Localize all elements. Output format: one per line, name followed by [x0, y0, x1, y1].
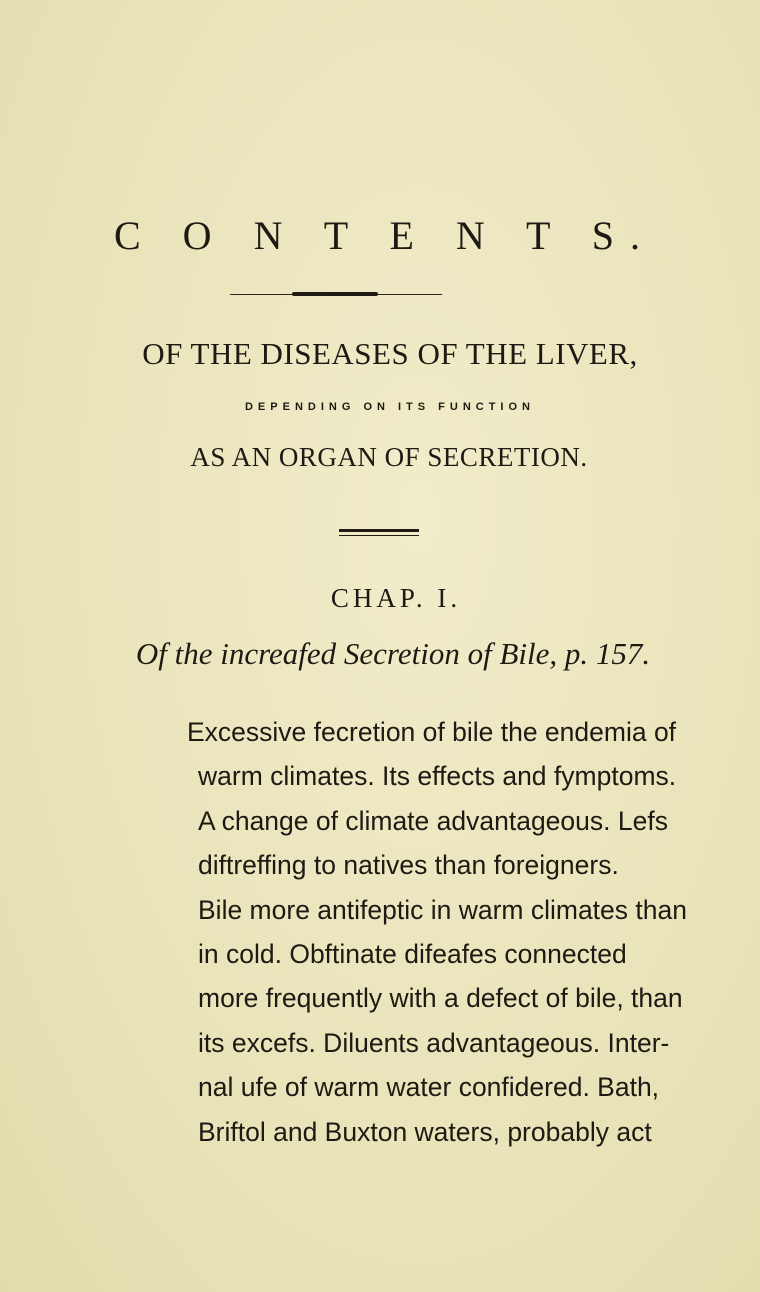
subtitle-small: DEPENDING ON ITS FUNCTION	[244, 401, 535, 413]
subtitle-large: AS AN ORGAN OF SECRETION.	[190, 442, 588, 472]
double-rule-divider	[339, 529, 419, 538]
body-line: its excefs. Diluents advantageous. Inter-	[198, 1027, 670, 1058]
ornamental-rule	[230, 293, 442, 296]
section-title: OF THE DISEASES OF THE LIVER,	[142, 336, 638, 371]
body-line: A change of climate advantageous. Lefs	[198, 805, 668, 836]
chapter-heading: CHAP. I.	[330, 583, 462, 613]
contents-heading: C O N T E N T S.	[114, 213, 656, 258]
body-line: nal ufe of warm water confidered. Bath,	[198, 1072, 660, 1103]
body-line: in cold. Obftinate difeafes connected	[198, 938, 627, 969]
body-line: Bile more antifeptic in warm climates than	[198, 894, 687, 925]
rule-swell	[292, 292, 378, 296]
body-line: more frequently with a defect of bile, than	[198, 983, 683, 1014]
chapter-title: Of the increafed Secretion of Bile, p. 157.	[135, 636, 651, 671]
divider-thick-line	[339, 529, 419, 532]
body-line: Excessive fecretion of bile the endemia of	[187, 717, 677, 747]
body-text	[187, 710, 687, 1154]
body-line: warm climates. Its effects and fymptoms.	[198, 761, 677, 792]
body-line: diftreffing to natives than foreigners.	[198, 850, 619, 881]
body-line: Briftol and Buxton waters, probably act	[198, 1116, 652, 1147]
divider-thin-line	[339, 535, 419, 536]
